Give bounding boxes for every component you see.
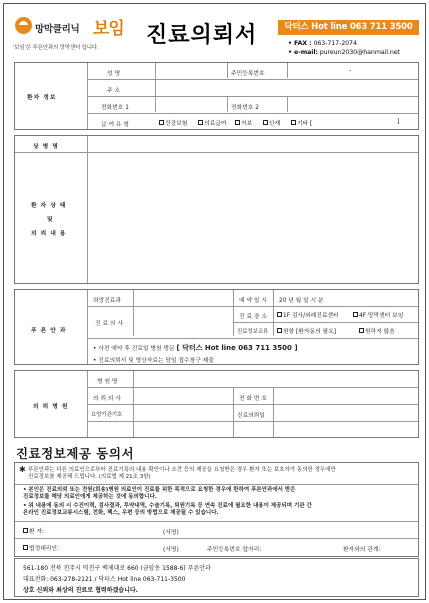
- submit-note: • 진료의뢰서 및 영상자료는 당일 접수창구 제출: [93, 358, 214, 364]
- info-exchange-label: 진료정보교류: [237, 329, 269, 335]
- consent-intro-2: 진료정보를 제공해 드립니다. (의료법 제 21조 3항): [28, 474, 151, 480]
- footer-phones: 대표전화: 063-278-2121 / 닥터스 Hot line 063-711-3500: [23, 576, 186, 583]
- rrn-dash: -: [349, 68, 352, 74]
- proxy-rrn-label: 주민등록번호 앞자리:: [207, 547, 262, 553]
- asterisk-icon: ✱: [19, 465, 26, 474]
- hospital-name-label: 병 원 명: [97, 379, 118, 385]
- checkbox-icon[interactable]: [235, 120, 240, 125]
- phone1-label: 전화번호 1: [101, 105, 129, 111]
- referring-doctor-label: 의 뢰 의 사: [93, 396, 121, 402]
- email-label: • e-mail:: [288, 49, 318, 56]
- patient-info-section: [14, 62, 419, 130]
- referral-date-label: 진료의뢰일: [237, 413, 265, 419]
- doctor-label: 진 료 의 사: [95, 321, 123, 327]
- payment-industrial[interactable]: 산재: [263, 118, 280, 127]
- email-value: pureun2030@hanmail.net: [319, 49, 400, 56]
- pureun-section-label: 푸 른 안 과: [31, 328, 67, 334]
- eye-logo-icon: [15, 17, 32, 34]
- relation-label: 환자와의 관계:: [343, 547, 381, 553]
- place-label: 진 료 장 소: [239, 314, 267, 320]
- institution-code-label: 요양기관기호: [91, 412, 123, 418]
- consent-bullet-2a: • 위 내용에 동의 시 수진이력, 검사결과, 투약내역, 수술기록, 퇴원기록 등 연속 진료에 필요한 내용이 제공되며 기관 간: [23, 503, 312, 509]
- checkbox-icon[interactable]: [23, 528, 28, 533]
- status-label-2: 및: [47, 217, 54, 223]
- disease-name-label: 상 병 명: [33, 144, 59, 150]
- rrn-label: 주민등록번호: [231, 71, 265, 77]
- visit-note-hotline: [ 닥터스 Hot line 063 711 3500 ]: [176, 344, 298, 352]
- patient-signature[interactable]: (서명): [163, 530, 179, 536]
- consent-patient-check[interactable]: 환 자:: [23, 526, 44, 535]
- checkbox-icon[interactable]: [291, 120, 296, 125]
- footer-address: 561-180 전북 전주시 덕진구 백제대로 660 (금암동 1588-6) 푸른안과: [23, 565, 211, 572]
- payment-health-insurance[interactable]: 건강보험: [159, 118, 187, 127]
- clinic-logo: [15, 15, 145, 41]
- checkbox-icon[interactable]: [277, 312, 282, 317]
- logo-brand: 보임: [93, 19, 124, 39]
- appointment-date-label: 예 약 일 시: [239, 298, 267, 304]
- fax-line: [288, 40, 357, 47]
- patient-section-label: 환자 정보: [27, 95, 57, 101]
- name-label: 성 명: [107, 71, 121, 77]
- hotline-badge: 닥터스 Hot line 063 711 3500: [278, 20, 419, 35]
- exchange-yes[interactable]: 원함 [환자동의 필요]: [277, 326, 336, 335]
- phone2-label: 전화번호 2: [231, 105, 259, 111]
- checkbox-icon[interactable]: [23, 545, 28, 550]
- consent-title: 진료정보제공 동의서: [16, 446, 135, 461]
- referring-hospital-section: [14, 370, 419, 438]
- payment-auto-insurance[interactable]: 자보: [235, 118, 252, 127]
- address-label: 주 소: [107, 88, 121, 94]
- consent-intro-1: 푸른안과는 다른 의료인으로부터 진료기록의 내용 확인이나 소견 등의 제공을 요청받은 경우 환자 또는 보호자가 동의한 경우에만: [28, 467, 336, 473]
- referring-section-label: 의 뢰 병 원: [33, 404, 69, 410]
- checkbox-icon[interactable]: [263, 120, 268, 125]
- logo-caption: '보임'은 푸른안과의 망막센터 입니다.: [13, 45, 99, 51]
- checkbox-icon[interactable]: [353, 312, 358, 317]
- referral-content-area[interactable]: [88, 153, 418, 283]
- status-label-1: 환 자 상 태: [31, 203, 67, 209]
- footer-slogan: 상호 신뢰와 최상의 진료로 협력하겠습니다.: [23, 587, 138, 594]
- place-1f-center[interactable]: 1F 검사/외래진료센터: [277, 310, 339, 319]
- visit-note: • 사전 예약 후 진료일 병원 방문 [ 닥터스 Hot line 063 711 3500 ]: [93, 344, 298, 352]
- consent-bullet-2b: 온라인 진료정보교류시스템, 전화, 팩스, 우편 등의 방법으로 제공될 수 있습니다.: [23, 510, 219, 516]
- fax-label: • FAX :: [288, 40, 312, 47]
- status-label-3: 의 뢰 내 용: [31, 231, 67, 237]
- consent-proxy-check[interactable]: 법정대리인:: [23, 543, 59, 552]
- consent-bullet-1a: • 본인은 진료의뢰 또는 전원(회송)병원 의료인이 진료를 위한 목적으로 요청한 경우에 한하여 푸른안과에서 받은: [23, 487, 296, 493]
- referring-phone-label: 전 화 번 호: [239, 396, 267, 402]
- payment-type-label: 급 여 유 형: [101, 122, 129, 128]
- payment-other-close: ]: [397, 119, 400, 125]
- payment-other[interactable]: 기타 [: [291, 118, 312, 127]
- desired-clinic-label: 희망진료과: [93, 298, 121, 304]
- proxy-signature[interactable]: (서명): [163, 547, 179, 553]
- checkbox-icon[interactable]: [159, 120, 164, 125]
- checkbox-icon[interactable]: [198, 120, 203, 125]
- checkbox-icon[interactable]: [277, 328, 282, 333]
- appointment-date-value[interactable]: 20 년 월 일 시 분: [279, 298, 324, 304]
- logo-clinic-name: 망막클리닉: [35, 24, 80, 35]
- referral-form: [3, 3, 426, 600]
- place-4f-retina[interactable]: 4F 망막센터 보임: [353, 310, 403, 319]
- consent-bullet-1b: 진료정보를 해당 의료인에게 제공하는 것에 동의합니다.: [23, 494, 157, 500]
- fax-value: 063-717-2074: [313, 40, 357, 47]
- checkbox-icon[interactable]: [359, 328, 364, 333]
- pureun-section: [14, 289, 419, 365]
- footer: [14, 558, 419, 597]
- consent-section: [14, 462, 419, 557]
- page-title: 진료의뢰서: [146, 23, 258, 48]
- payment-medical-aid[interactable]: 의료급여: [198, 118, 226, 127]
- exchange-no[interactable]: 원하지 않음: [359, 326, 395, 335]
- email-line: [288, 49, 400, 56]
- diagnosis-section: [14, 135, 419, 284]
